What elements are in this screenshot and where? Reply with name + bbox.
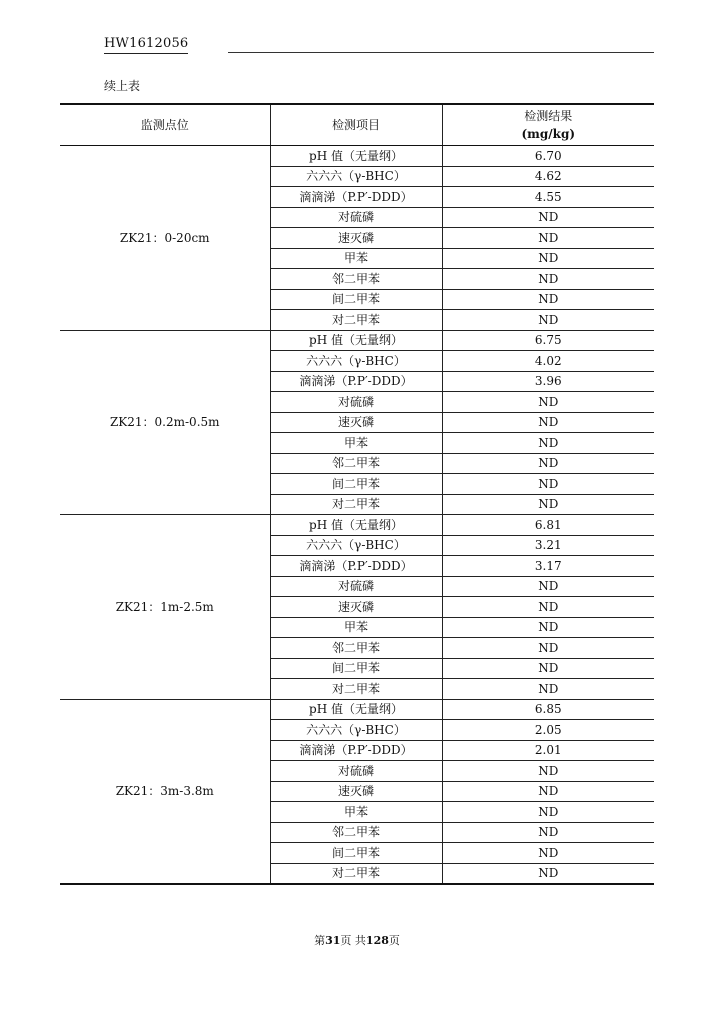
table-row	[60, 330, 654, 351]
column-header-result-unit: (mg/kg)	[521, 127, 576, 141]
result-cell: 4.02	[442, 351, 654, 372]
test-item-cell: 对二甲苯	[270, 494, 442, 515]
result-cell: ND	[442, 822, 654, 843]
result-cell: ND	[442, 433, 654, 454]
result-cell: ND	[442, 392, 654, 413]
test-item-cell: 速灭磷	[270, 597, 442, 618]
result-cell: ND	[442, 207, 654, 228]
column-header-point: 监测点位	[60, 104, 270, 146]
test-item-cell: 间二甲苯	[270, 474, 442, 495]
table-body	[60, 146, 654, 885]
test-item-cell: 间二甲苯	[270, 289, 442, 310]
result-cell: ND	[442, 310, 654, 331]
test-item-cell: 邻二甲苯	[270, 453, 442, 474]
result-cell: ND	[442, 638, 654, 659]
sampling-point-cell: ZK21：0-20cm	[60, 146, 270, 331]
test-item-cell: 六六六（γ-BHC）	[270, 535, 442, 556]
report-code: HW1612056	[104, 36, 188, 54]
page-footer	[0, 934, 714, 948]
result-cell: ND	[442, 617, 654, 638]
result-cell: 4.62	[442, 166, 654, 187]
result-cell: ND	[442, 412, 654, 433]
table-row	[60, 699, 654, 720]
sampling-point-cell: ZK21：1m-2.5m	[60, 515, 270, 700]
test-item-cell: 甲苯	[270, 802, 442, 823]
result-cell: ND	[442, 289, 654, 310]
test-item-cell: pH 值（无量纲）	[270, 146, 442, 167]
column-header-item: 检测项目	[270, 104, 442, 146]
result-cell: 4.55	[442, 187, 654, 208]
result-cell: 2.05	[442, 720, 654, 741]
footer-total-pages: 128	[365, 934, 389, 947]
test-item-cell: 邻二甲苯	[270, 269, 442, 290]
table-row	[60, 515, 654, 536]
result-cell: ND	[442, 843, 654, 864]
test-item-cell: 六六六（γ-BHC）	[270, 351, 442, 372]
result-cell: 6.75	[442, 330, 654, 351]
test-item-cell: 滴滴涕（P.P′-DDD）	[270, 740, 442, 761]
header-rule	[228, 52, 654, 53]
result-cell: 2.01	[442, 740, 654, 761]
test-item-cell: 滴滴涕（P.P′-DDD）	[270, 371, 442, 392]
test-item-cell: 甲苯	[270, 433, 442, 454]
result-cell: ND	[442, 597, 654, 618]
column-header-result	[442, 104, 654, 146]
test-item-cell: 六六六（γ-BHC）	[270, 720, 442, 741]
test-item-cell: 对硫磷	[270, 576, 442, 597]
test-item-cell: 对二甲苯	[270, 310, 442, 331]
result-cell: ND	[442, 658, 654, 679]
result-cell: ND	[442, 576, 654, 597]
test-item-cell: 间二甲苯	[270, 843, 442, 864]
test-item-cell: 对二甲苯	[270, 863, 442, 884]
result-cell: ND	[442, 453, 654, 474]
test-item-cell: 对硫磷	[270, 207, 442, 228]
table-row	[60, 146, 654, 167]
result-cell: 3.17	[442, 556, 654, 577]
footer-suffix: 页	[388, 934, 400, 947]
continuation-label: 续上表	[104, 79, 141, 93]
sampling-point-cell: ZK21：3m-3.8m	[60, 699, 270, 884]
result-cell: ND	[442, 679, 654, 700]
test-item-cell: 速灭磷	[270, 412, 442, 433]
test-item-cell: 对硫磷	[270, 761, 442, 782]
test-item-cell: 速灭磷	[270, 228, 442, 249]
test-item-cell: 邻二甲苯	[270, 638, 442, 659]
result-cell: ND	[442, 228, 654, 249]
result-cell: ND	[442, 761, 654, 782]
test-item-cell: pH 值（无量纲）	[270, 330, 442, 351]
result-cell: ND	[442, 863, 654, 884]
footer-middle: 页 共	[340, 934, 366, 947]
test-item-cell: pH 值（无量纲）	[270, 515, 442, 536]
results-table	[60, 103, 654, 885]
test-item-cell: 邻二甲苯	[270, 822, 442, 843]
result-cell: 6.85	[442, 699, 654, 720]
test-item-cell: 对二甲苯	[270, 679, 442, 700]
test-item-cell: 六六六（γ-BHC）	[270, 166, 442, 187]
test-item-cell: 速灭磷	[270, 781, 442, 802]
test-item-cell: 甲苯	[270, 248, 442, 269]
test-item-cell: pH 值（无量纲）	[270, 699, 442, 720]
table-header	[60, 104, 654, 146]
result-cell: ND	[442, 802, 654, 823]
result-cell: ND	[442, 269, 654, 290]
result-cell: ND	[442, 781, 654, 802]
header-row	[60, 104, 654, 146]
test-item-cell: 间二甲苯	[270, 658, 442, 679]
footer-current-page: 31	[325, 934, 341, 947]
result-cell: ND	[442, 248, 654, 269]
test-item-cell: 滴滴涕（P.P′-DDD）	[270, 187, 442, 208]
test-item-cell: 甲苯	[270, 617, 442, 638]
result-cell: 3.96	[442, 371, 654, 392]
result-cell: 3.21	[442, 535, 654, 556]
result-cell: 6.81	[442, 515, 654, 536]
sampling-point-cell: ZK21：0.2m-0.5m	[60, 330, 270, 515]
result-cell: ND	[442, 474, 654, 495]
result-cell: 6.70	[442, 146, 654, 167]
column-header-result-title: 检测结果	[524, 109, 573, 123]
test-item-cell: 滴滴涕（P.P′-DDD）	[270, 556, 442, 577]
result-cell: ND	[442, 494, 654, 515]
test-item-cell: 对硫磷	[270, 392, 442, 413]
footer-prefix: 第	[314, 934, 326, 947]
